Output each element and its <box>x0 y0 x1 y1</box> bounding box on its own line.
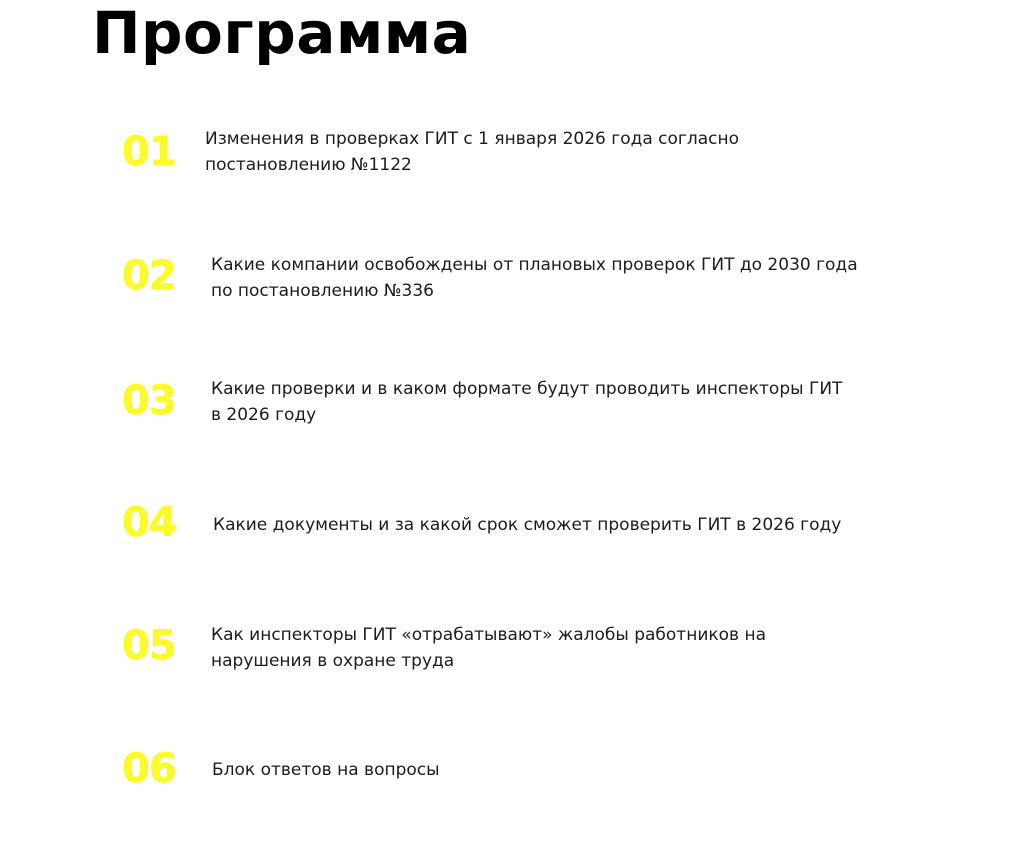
item-text <box>211 376 842 428</box>
item-text-line: нарушения в охране труда <box>211 651 455 671</box>
program-item-01 <box>0 128 1024 188</box>
item-text-line: Изменения в проверках ГИТ с 1 января 2026 года согласно <box>205 129 739 149</box>
item-text <box>205 126 739 178</box>
item-number: 06 <box>122 746 176 792</box>
item-text-line: по постановлению №336 <box>211 281 434 301</box>
item-text-line: Какие компании освобождены от плановых проверок ГИТ до 2030 года <box>211 255 858 275</box>
item-text-line: Какие проверки и в каком формате будут проводить инспекторы ГИТ <box>211 379 843 399</box>
program-item-02 <box>0 254 1024 314</box>
item-number: 05 <box>122 623 176 669</box>
item-text <box>211 622 766 674</box>
item-text-line: Блок ответов на вопросы <box>212 760 440 780</box>
program-item-06 <box>0 746 1024 806</box>
item-text-line: в 2026 году <box>211 405 317 425</box>
program-item-05 <box>0 624 1024 684</box>
page-title: Программа <box>92 0 472 67</box>
item-text <box>212 757 440 783</box>
item-text-line: постановлению №1122 <box>205 155 412 175</box>
item-text <box>213 512 841 538</box>
item-text <box>211 252 858 304</box>
program-item-03 <box>0 378 1024 438</box>
program-item-04 <box>0 502 1024 562</box>
item-text-line: Какие документы и за какой срок сможет проверить ГИТ в 2026 году <box>213 515 842 535</box>
item-number: 03 <box>122 378 176 424</box>
item-text-line: Как инспекторы ГИТ «отрабатывают» жалобы работников на <box>211 625 766 645</box>
item-number: 01 <box>122 129 176 175</box>
item-number: 02 <box>122 253 176 299</box>
item-number: 04 <box>122 500 176 546</box>
